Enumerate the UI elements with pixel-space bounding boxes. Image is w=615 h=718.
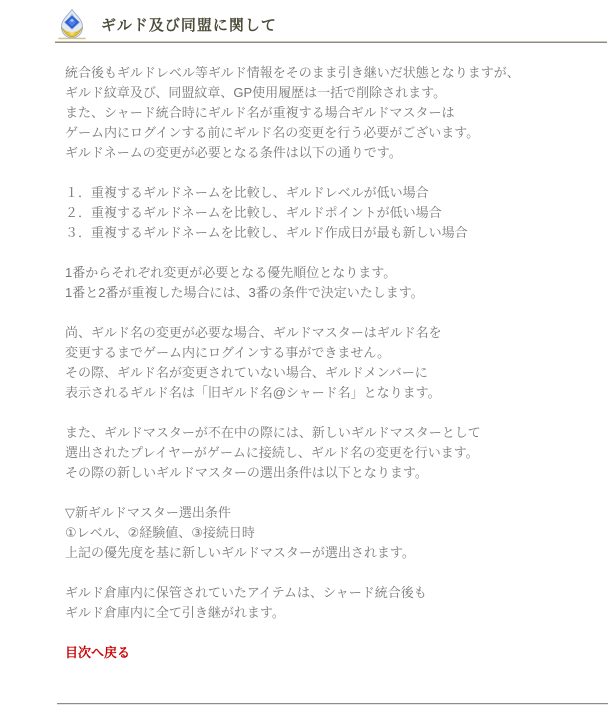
guild-crest-icon (57, 9, 87, 40)
paragraph-absent-guildmaster (65, 423, 590, 483)
paragraph-login-restriction (65, 323, 590, 403)
text-line: 尚、ギルド名の変更が必要な場合、ギルドマスターはギルド名を (65, 325, 442, 340)
text-line: ギルド倉庫内に保管されていたアイテムは、シャード統合後も (65, 585, 427, 600)
paragraph-guild-storage (65, 583, 590, 623)
text-line: 上記の優先度を基に新しいギルドマスターが選出されます。 (65, 545, 415, 560)
title-divider (55, 41, 607, 43)
list-item: １．重複するギルドネームを比較し、ギルドレベルが低い場合 (65, 185, 429, 200)
text-line: ゲーム内にログインする前にギルド名の変更を行う必要がございます。 (65, 125, 480, 140)
text-line: 選出されたプレイヤーがゲームに接続し、ギルド名の変更を行います。 (65, 445, 479, 460)
text-line: ギルド紋章及び、同盟紋章、GP使用履歴は一括で削除されます。 (65, 85, 447, 100)
page-title: ギルド及び同盟に関して (101, 16, 277, 34)
text-line: ギルドネームの変更が必要となる条件は以下の通りです。 (65, 145, 402, 160)
paragraph-intro (65, 63, 590, 163)
text-line: ▽新ギルドマスター選出条件 (65, 505, 231, 520)
text-line: その際の新しいギルドマスターの選出条件は以下となります。 (65, 465, 428, 480)
text-line: ①レベル、②経験値、③接続日時 (65, 525, 255, 540)
back-to-toc-link[interactable]: 目次へ戻る (65, 645, 131, 660)
text-line: 統合後もギルドレベル等ギルド情報をそのまま引き継いだ状態となりますが、 (65, 65, 520, 80)
text-line: 1番からそれぞれ変更が必要となる優先順位となります。 (65, 265, 397, 280)
page-header (0, 0, 615, 39)
paragraph-priority (65, 263, 590, 303)
paragraph-numbered-conditions (65, 183, 590, 243)
document-body (65, 63, 590, 623)
list-item: ３．重複するギルドネームを比較し、ギルド作成日が最も新しい場合 (65, 225, 468, 240)
list-item: ２．重複するギルドネームを比較し、ギルドポイントが低い場合 (65, 205, 442, 220)
text-line: 表示されるギルド名は「旧ギルド名@シャード名」となります。 (65, 385, 441, 400)
text-line: また、シャード統合時にギルド名が重複する場合ギルドマスターは (65, 105, 455, 120)
footer-divider (57, 703, 608, 705)
text-line: 1番と2番が重複した場合には、3番の条件で決定いたします。 (65, 285, 424, 300)
paragraph-selection-criteria (65, 503, 590, 563)
text-line: 変更するまでゲーム内にログインする事ができません。 (65, 345, 391, 360)
text-line: また、ギルドマスターが不在中の際には、新しいギルドマスターとして (65, 425, 481, 440)
text-line: ギルド倉庫内に全て引き継がれます。 (65, 605, 285, 620)
text-line: その際、ギルド名が変更されていない場合、ギルドメンバーに (65, 365, 428, 380)
